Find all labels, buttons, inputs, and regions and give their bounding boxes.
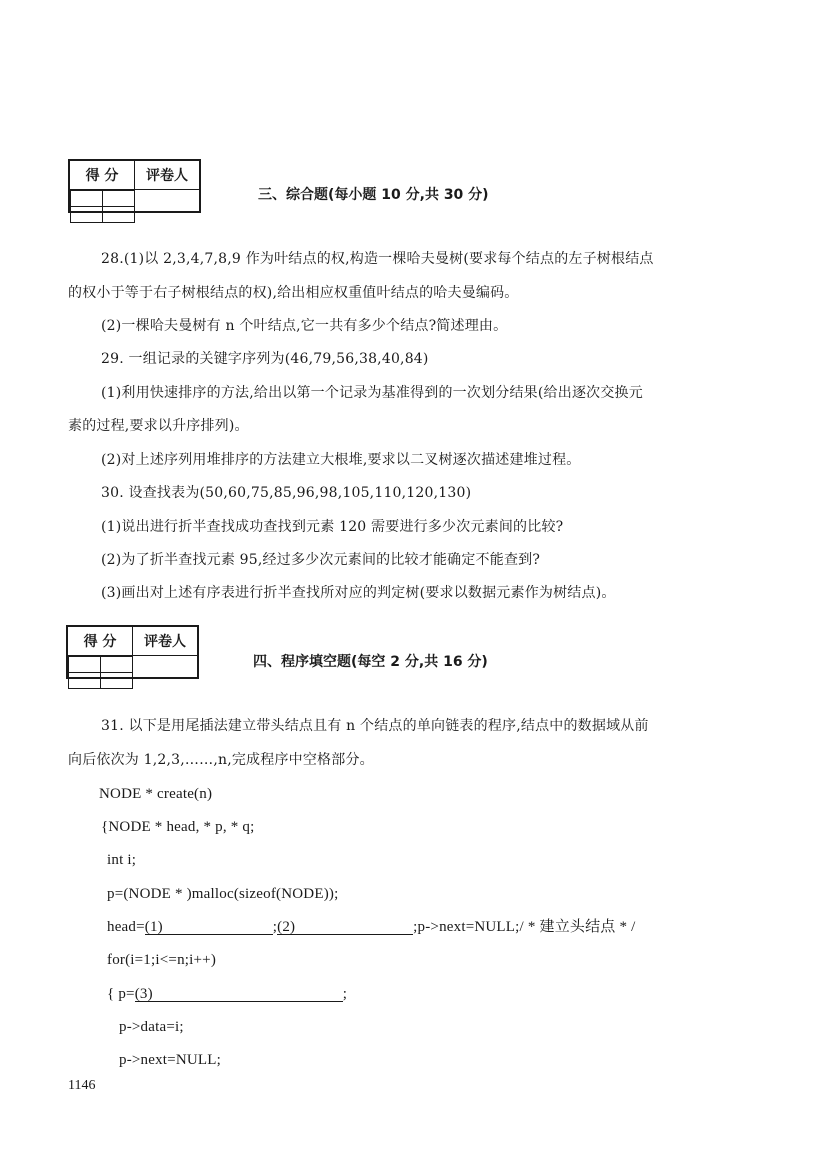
fill-blank-2[interactable]: (2) (277, 918, 413, 935)
question-text: 向后依次为 1,2,3,……,n,完成程序中空格部分。 (68, 752, 374, 768)
score-label: 得 分 (67, 626, 133, 656)
grader-label: 评卷人 (135, 160, 201, 190)
question-text: 29. 一组记录的关键字序列为(46,79,56,38,40,84) (101, 351, 429, 367)
question-text: 30. 设查找表为(50,60,75,85,96,98,105,110,120,130) (101, 485, 472, 501)
grader-label: 评卷人 (133, 626, 199, 656)
score-cell (69, 657, 101, 689)
code-line (107, 918, 635, 936)
question-text: (3)画出对上述有序表进行折半查找所对应的判定树(要求以数据元素作为树结点)。 (101, 585, 616, 601)
fill-blank-3[interactable]: (3) (135, 985, 343, 1002)
question-text: (2)对上述序列用堆排序的方法建立大根堆,要求以二叉树逐次描述建堆过程。 (101, 452, 581, 468)
question-text: (2)为了折半查找元素 95,经过多少次元素间的比较才能确定不能查到? (101, 552, 541, 568)
code-text: ; (342, 986, 348, 1002)
code-line: p->next=NULL; (119, 1052, 221, 1068)
grader-cell (102, 191, 134, 223)
section-title: 三、综合题(每小题 10 分,共 30 分) (258, 187, 489, 203)
code-line: for(i=1;i<=n;i++) (107, 952, 217, 968)
grader-cell (100, 657, 132, 689)
code-line: int i; (107, 852, 137, 868)
score-box (66, 625, 199, 679)
question-text: (1)利用快速排序的方法,给出以第一个记录为基准得到的一次划分结果(给出逐次交换元 (101, 385, 643, 401)
question-text: 28.(1)以 2,3,4,7,8,9 作为叶结点的权,构造一棵哈夫曼树(要求每个结点的左子树根结点 (101, 251, 654, 267)
page-number: 1146 (68, 1078, 96, 1093)
code-line: p=(NODE * )malloc(sizeof(NODE)); (107, 886, 339, 902)
question-text: (2)一棵哈夫曼树有 n 个叶结点,它一共有多少个结点?简述理由。 (101, 318, 508, 334)
code-line: NODE * create(n) (99, 786, 213, 802)
code-text: head= (107, 919, 145, 935)
section-title: 四、程序填空题(每空 2 分,共 16 分) (253, 654, 488, 670)
question-text: 31. 以下是用尾插法建立带头结点且有 n 个结点的单向链表的程序,结点中的数据域从前 (101, 718, 649, 734)
score-label: 得 分 (69, 160, 135, 190)
question-text: (1)说出进行折半查找成功查找到元素 120 需要进行多少次元素间的比较? (101, 519, 564, 535)
question-text: 的权小于等于右子树根结点的权),给出相应权重值叶结点的哈夫曼编码。 (68, 285, 519, 301)
code-line: p->data=i; (119, 1019, 184, 1035)
code-line (107, 985, 347, 1003)
code-line: {NODE * head, * p, * q; (101, 819, 255, 835)
question-text: 素的过程,要求以升序排列)。 (68, 418, 249, 434)
score-cell (71, 191, 103, 223)
code-text: ;p->next=NULL;/ * 建立头结点 * / (413, 919, 636, 935)
fill-blank-1[interactable]: (1) (145, 918, 273, 935)
code-text: { p= (107, 986, 135, 1002)
code-text: ; (272, 919, 278, 935)
score-box (68, 159, 201, 213)
